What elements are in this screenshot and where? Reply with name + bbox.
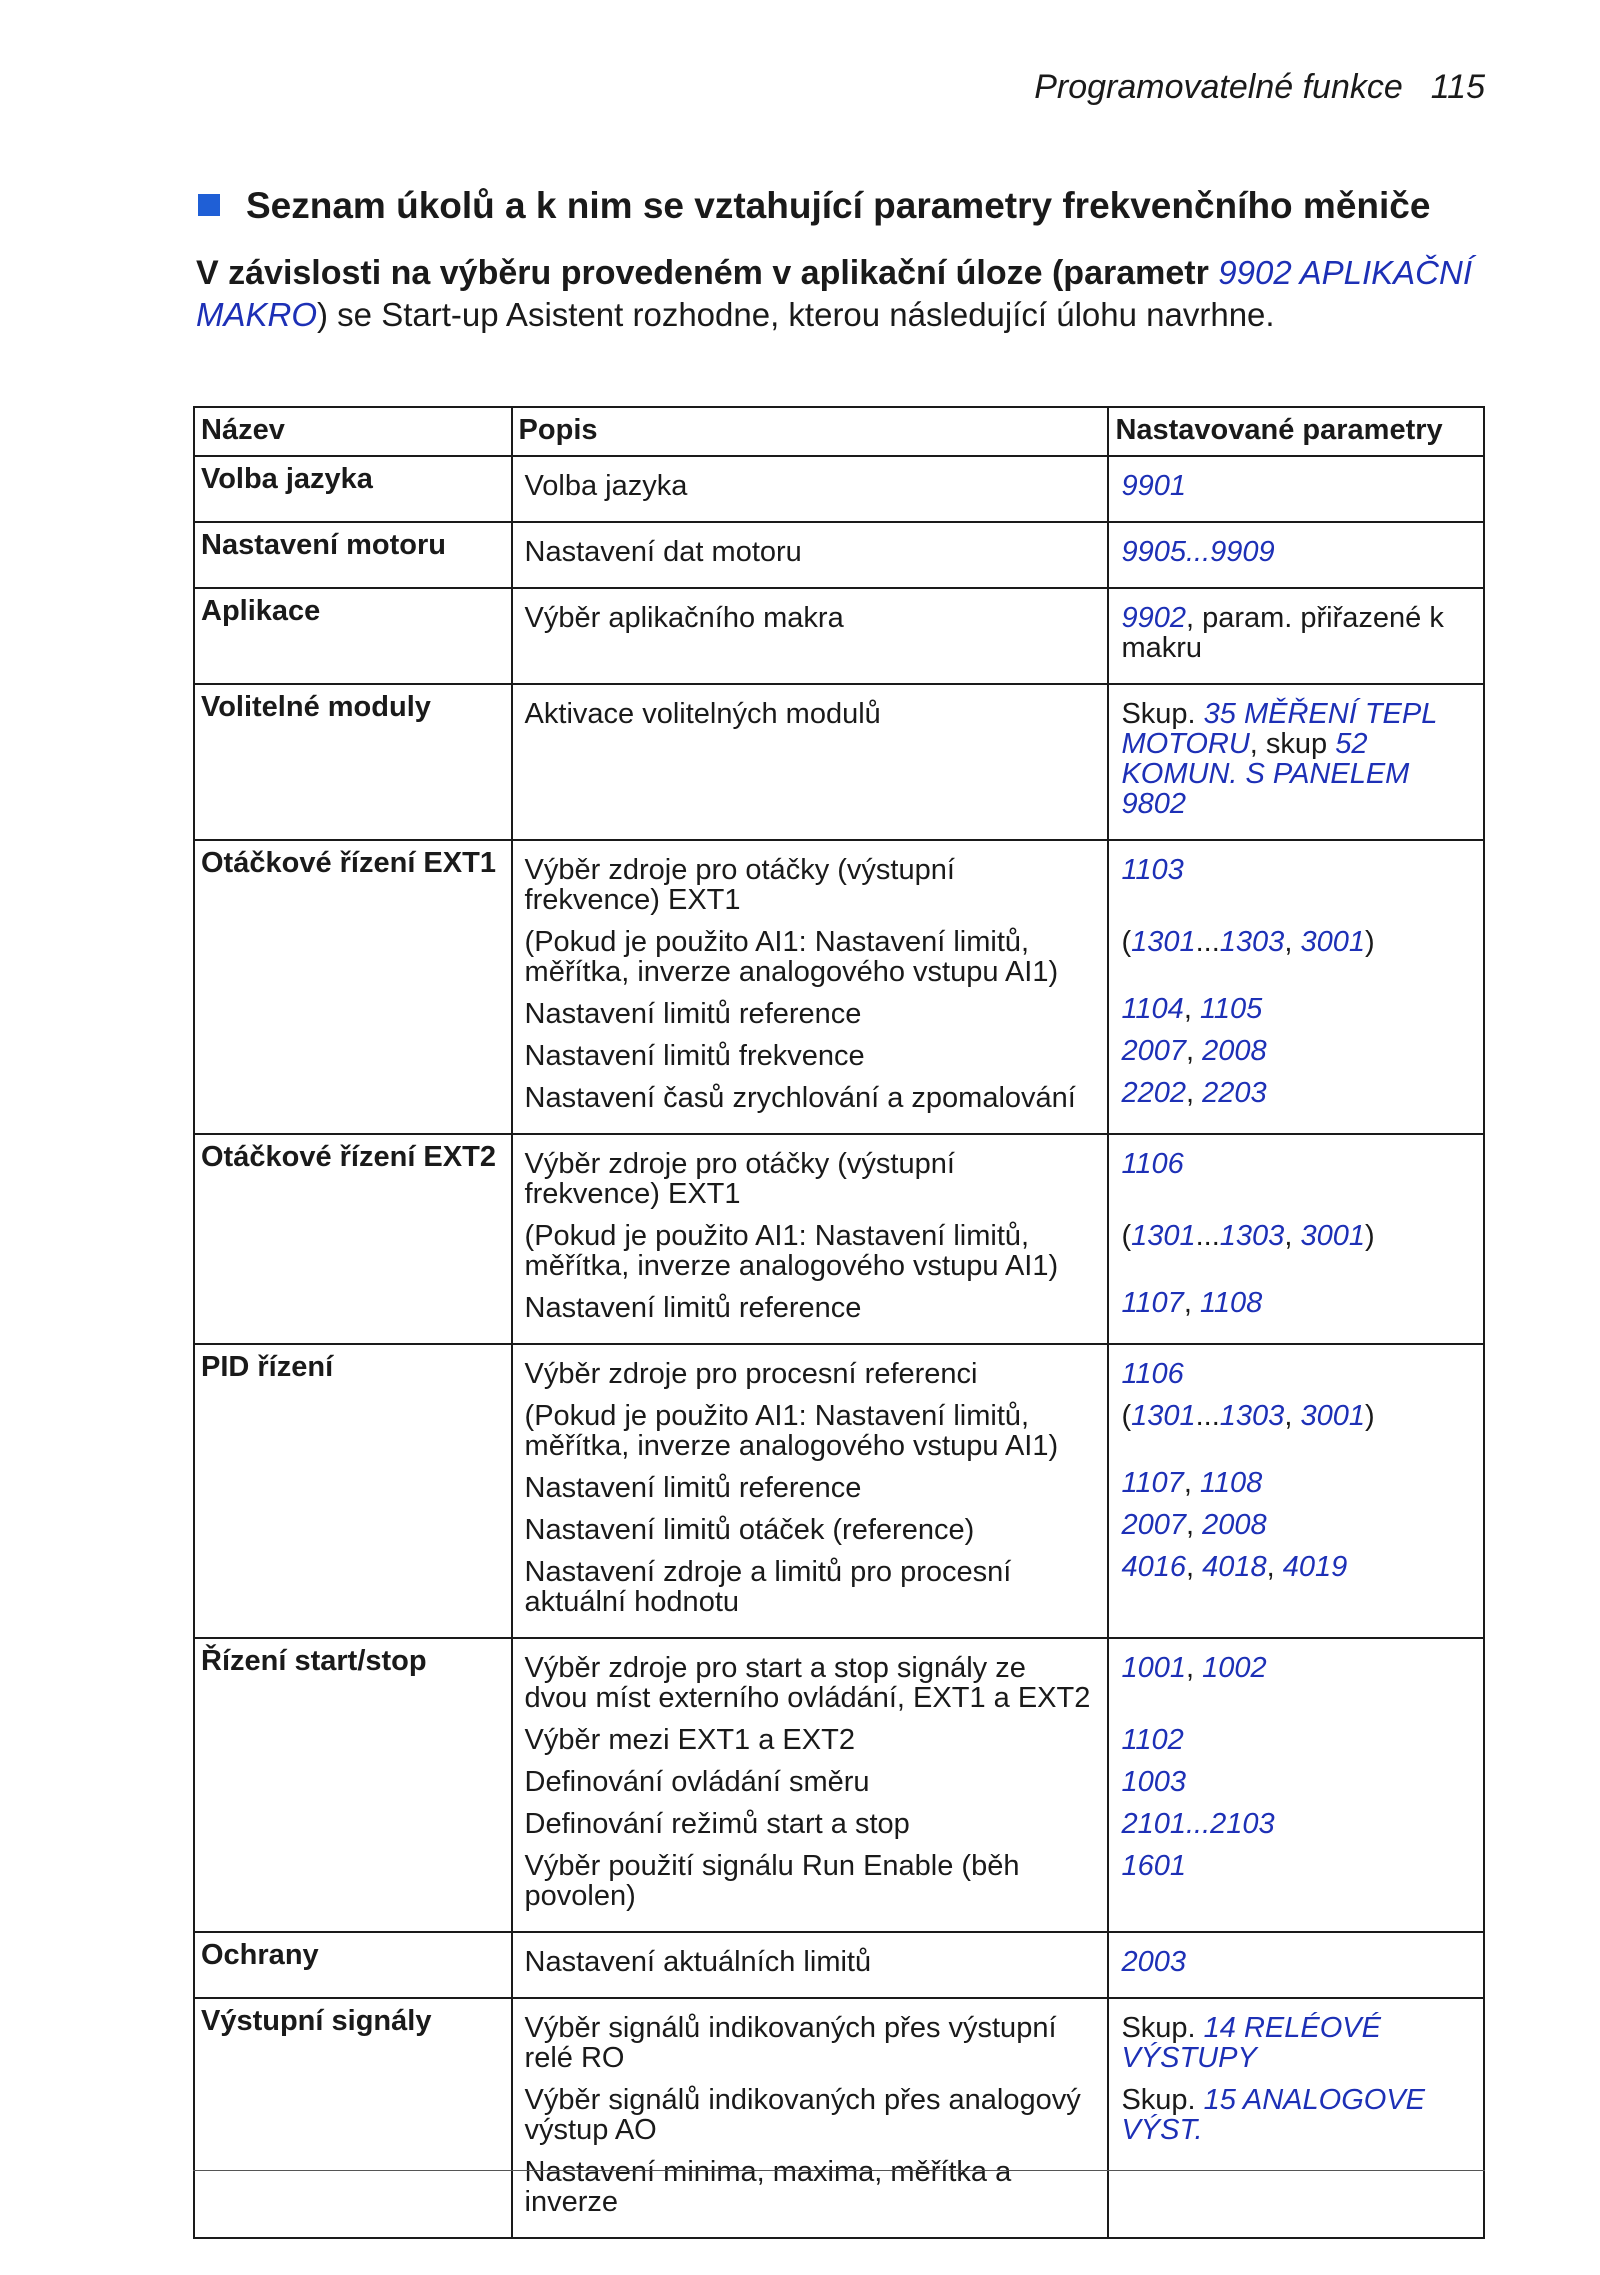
parameter-text: , [1284,1400,1301,1432]
parameter-link[interactable]: 2008 [1202,1509,1267,1541]
parameter-link[interactable]: 1102 [1121,1724,1184,1756]
parameter-text: , [1266,1551,1283,1583]
task-parameters [1115,1076,1477,1118]
table-row [194,684,1484,840]
task-description-cell [512,588,1109,684]
parameter-text: , [1185,1652,1203,1684]
intro-lead: V závislosti na výběru provedeném v aplikační úloze (parametr [196,254,1219,292]
task-name: Aplikace [194,588,512,684]
parameter-link[interactable]: 1601 [1121,1850,1186,1882]
task-parameters [1115,1466,1477,1508]
task-parameters-cell [1108,1344,1484,1638]
task-parameters [1115,1646,1477,1723]
parameter-link[interactable]: 1001 [1121,1652,1186,1684]
task-parameters [1115,464,1477,511]
task-parameters [1115,1286,1477,1328]
task-description-cell [512,840,1109,1134]
task-parameters [1115,2083,1477,2155]
task-parameters [1115,1723,1477,1765]
task-description: Nastavení limitů reference [524,1472,862,1504]
parameter-text: , [1183,993,1200,1025]
parameter-link[interactable]: 3001 [1300,1400,1365,1432]
parameter-text: ... [1195,1400,1220,1432]
parameter-text: ( [1121,1220,1132,1252]
parameter-link[interactable]: 1103 [1121,854,1184,886]
parameter-link[interactable]: 52 KOMUN. S PANELEM [1121,728,1410,790]
parameter-link[interactable]: 3001 [1300,1220,1365,1252]
parameter-link[interactable]: 1003 [1121,1766,1186,1798]
parameter-text: , [1284,1220,1301,1252]
parameter-link[interactable]: 35 MĚŘENÍ TEPL MOTORU [1121,698,1437,760]
task-description: Výběr zdroje pro otáčky (výstupní frekvence) EXT1 [524,1148,955,1210]
parameter-link[interactable]: 2202 [1121,1077,1186,1109]
task-description: Výběr zdroje pro otáčky (výstupní frekvence) EXT1 [524,854,955,916]
parameter-link[interactable]: 1108 [1199,1287,1263,1319]
task-name: Otáčkové řízení EXT2 [194,1134,512,1344]
task-parameters [1115,1219,1477,1286]
parameter-link[interactable]: 1106 [1121,1358,1184,1390]
parameter-text: , param. přiřazené k makru [1121,602,1444,664]
task-parameters [1115,848,1477,925]
section-title-text: Seznam úkolů a k nim se vztahující parametry frekvenčního měniče [246,185,1431,226]
task-description-cell [512,1344,1109,1638]
task-parameters [1115,1807,1477,1849]
task-parameters [1115,596,1477,673]
parameter-link[interactable]: 2101...2103 [1121,1808,1275,1840]
task-parameters [1115,1142,1477,1219]
task-name: Řízení start/stop [194,1638,512,1932]
intro-rest: ) se Start-up Asistent rozhodne, kterou následující úlohu navrhne. [317,296,1275,333]
parameter-link[interactable]: 9802 [1121,788,1186,820]
parameter-link[interactable]: 2007 [1121,1509,1186,1541]
parameter-link[interactable]: 1108 [1199,1467,1263,1499]
parameter-link[interactable]: 1104 [1121,993,1184,1025]
task-name: Otáčkové řízení EXT1 [194,840,512,1134]
task-description: Nastavení limitů reference [524,998,862,1030]
task-parameters-cell [1108,840,1484,1134]
parameter-text: , [1185,1509,1203,1541]
task-description: Nastavení limitů reference [524,1292,862,1324]
parameter-text: Skup. [1121,2084,1204,2116]
parameter-text: , [1183,1287,1200,1319]
table-row [194,588,1484,684]
parameter-link[interactable]: 2007 [1121,1035,1186,1067]
parameter-text: ... [1195,1220,1220,1252]
task-description-cell [512,1638,1109,1932]
table-row [194,1344,1484,1638]
parameter-link[interactable]: 2003 [1121,1946,1186,1978]
parameter-text: , [1185,1035,1203,1067]
parameter-text: ) [1364,1220,1375,1252]
running-head [200,68,1485,107]
parameter-link[interactable]: 4016 [1121,1551,1186,1583]
parameter-link[interactable]: 1105 [1199,993,1263,1025]
task-description: Aktivace volitelných modulů [524,698,881,730]
parameter-link[interactable]: 2008 [1202,1035,1267,1067]
task-parameters [1115,2006,1477,2083]
parameter-link[interactable]: 1002 [1202,1652,1267,1684]
table-row [194,1134,1484,1344]
task-description-cell [512,522,1109,588]
task-description: (Pokud je použito AI1: Nastavení limitů, měřítka, inverze analogového vstupu AI1) [524,926,1059,988]
task-parameters-cell [1108,588,1484,684]
task-description: Výběr signálů indikovaných přes analogový výstup AO [524,2084,1081,2146]
parameter-link[interactable]: 1301 [1131,926,1196,958]
intro-parameter-link[interactable]: 9902 APLIKAČNÍ MAKRO [196,254,1473,333]
task-parameters-cell [1108,1932,1484,1998]
table-header-row [194,407,1484,456]
task-parameters [1115,1508,1477,1550]
square-bullet-icon [198,194,220,216]
page-number: 115 [1430,68,1485,106]
parameter-link[interactable]: 1301 [1131,1400,1196,1432]
task-parameter-table [193,406,1485,2239]
task-description: Výběr mezi EXT1 a EXT2 [524,1724,855,1756]
task-description: Volba jazyka [524,470,688,502]
task-parameters [1115,2155,1477,2222]
parameter-text: , [1183,1467,1200,1499]
table-body [194,456,1484,2238]
task-description: (Pokud je použito AI1: Nastavení limitů, měřítka, inverze analogového vstupu AI1) [524,1220,1059,1282]
parameter-link[interactable]: 1303 [1219,1400,1285,1432]
task-parameters [1115,1550,1477,1617]
table-row [194,1998,1484,2238]
header-parameters: Nastavované parametry [1108,407,1484,456]
parameter-text: , skup [1249,728,1336,760]
task-parameters [1115,1849,1477,1916]
parameter-text: , [1284,926,1301,958]
task-parameters [1115,1034,1477,1076]
task-parameters [1115,925,1477,992]
parameter-text: ) [1364,1400,1375,1432]
parameter-link[interactable]: 1303 [1219,926,1285,958]
task-parameters [1115,1399,1477,1466]
task-description: Výběr signálů indikovaných přes výstupní relé RO [524,2012,1057,2074]
task-parameters-cell [1108,1638,1484,1932]
parameter-link[interactable]: 1301 [1131,1220,1196,1252]
parameter-link[interactable]: 2203 [1202,1077,1267,1109]
task-description: Výběr použití signálu Run Enable (běh povolen) [524,1850,1020,1912]
task-parameters-cell [1108,1134,1484,1344]
task-parameters [1115,530,1477,577]
task-description: Definování ovládání směru [524,1766,870,1798]
task-name: PID řízení [194,1344,512,1638]
parameter-link[interactable]: 3001 [1300,926,1365,958]
task-name: Výstupní signály [194,1998,512,2238]
task-parameters-cell [1108,522,1484,588]
parameter-link[interactable]: 14 RELÉOVÉ VÝSTUPY [1121,2012,1381,2074]
task-name: Ochrany [194,1932,512,1998]
parameter-link[interactable]: 1107 [1121,1467,1184,1499]
task-parameters [1115,992,1477,1034]
task-description: Definování režimů start a stop [524,1808,910,1840]
parameter-link[interactable]: 9902 [1121,602,1186,634]
parameter-link[interactable]: 1107 [1121,1287,1184,1319]
parameter-text: ( [1121,926,1132,958]
table-row [194,1932,1484,1998]
header-name: Název [194,407,512,456]
task-description-cell [512,1932,1109,1998]
task-description-cell [512,1998,1109,2238]
task-parameters [1115,1940,1477,1987]
parameter-text: Skup. [1121,2012,1204,2044]
parameter-link[interactable]: 1303 [1219,1220,1285,1252]
table-row [194,840,1484,1134]
task-description: Nastavení zdroje a limitů pro procesní aktuální hodnotu [524,1556,1012,1618]
parameter-link[interactable]: 1106 [1121,1148,1184,1180]
intro-paragraph [196,252,1496,336]
task-description: Výběr zdroje pro procesní referenci [524,1358,978,1390]
task-parameters-cell [1108,1998,1484,2238]
parameter-link[interactable]: 9905...9909 [1121,536,1275,568]
parameter-text: , [1185,1077,1203,1109]
table-row [194,456,1484,522]
table-row [194,522,1484,588]
task-parameters [1115,692,1477,829]
task-parameters [1115,1352,1477,1399]
task-description: Nastavení dat motoru [524,536,802,568]
task-parameters-cell [1108,684,1484,840]
task-name: Nastavení motoru [194,522,512,588]
running-head-section: Programovatelné funkce [1034,68,1403,106]
task-parameters-cell [1108,456,1484,522]
section-title [198,185,1498,227]
parameter-text: ) [1364,926,1375,958]
bottom-rule [193,2170,1485,2171]
task-description: Nastavení minima, maxima, měřítka a inverze [524,2156,1012,2218]
task-description-cell [512,456,1109,522]
task-description: Nastavení limitů otáček (reference) [524,1514,975,1546]
parameter-text: ... [1195,926,1220,958]
task-description: Nastavení aktuálních limitů [524,1946,872,1978]
task-name: Volba jazyka [194,456,512,522]
parameter-link[interactable]: 4019 [1282,1551,1348,1583]
task-parameters [1115,1765,1477,1807]
parameter-text: , [1185,1551,1203,1583]
table-row [194,1638,1484,1932]
task-description: (Pokud je použito AI1: Nastavení limitů, měřítka, inverze analogového vstupu AI1) [524,1400,1059,1462]
parameter-link[interactable]: 4018 [1202,1551,1267,1583]
parameter-link[interactable]: 9901 [1121,470,1186,502]
parameter-link[interactable]: 15 ANALOGOVE VÝST. [1121,2084,1426,2146]
parameter-text: Skup. [1121,698,1204,730]
parameter-text: ( [1121,1400,1132,1432]
task-description: Výběr aplikačního makra [524,602,844,634]
task-description-cell [512,1134,1109,1344]
header-description: Popis [512,407,1109,456]
task-description: Výběr zdroje pro start a stop signály ze dvou míst externího ovládání, EXT1 a EXT2 [524,1652,1091,1714]
task-description: Nastavení limitů frekvence [524,1040,865,1072]
task-name: Volitelné moduly [194,684,512,840]
task-description-cell [512,684,1109,840]
task-description: Nastavení časů zrychlování a zpomalování [524,1082,1076,1114]
